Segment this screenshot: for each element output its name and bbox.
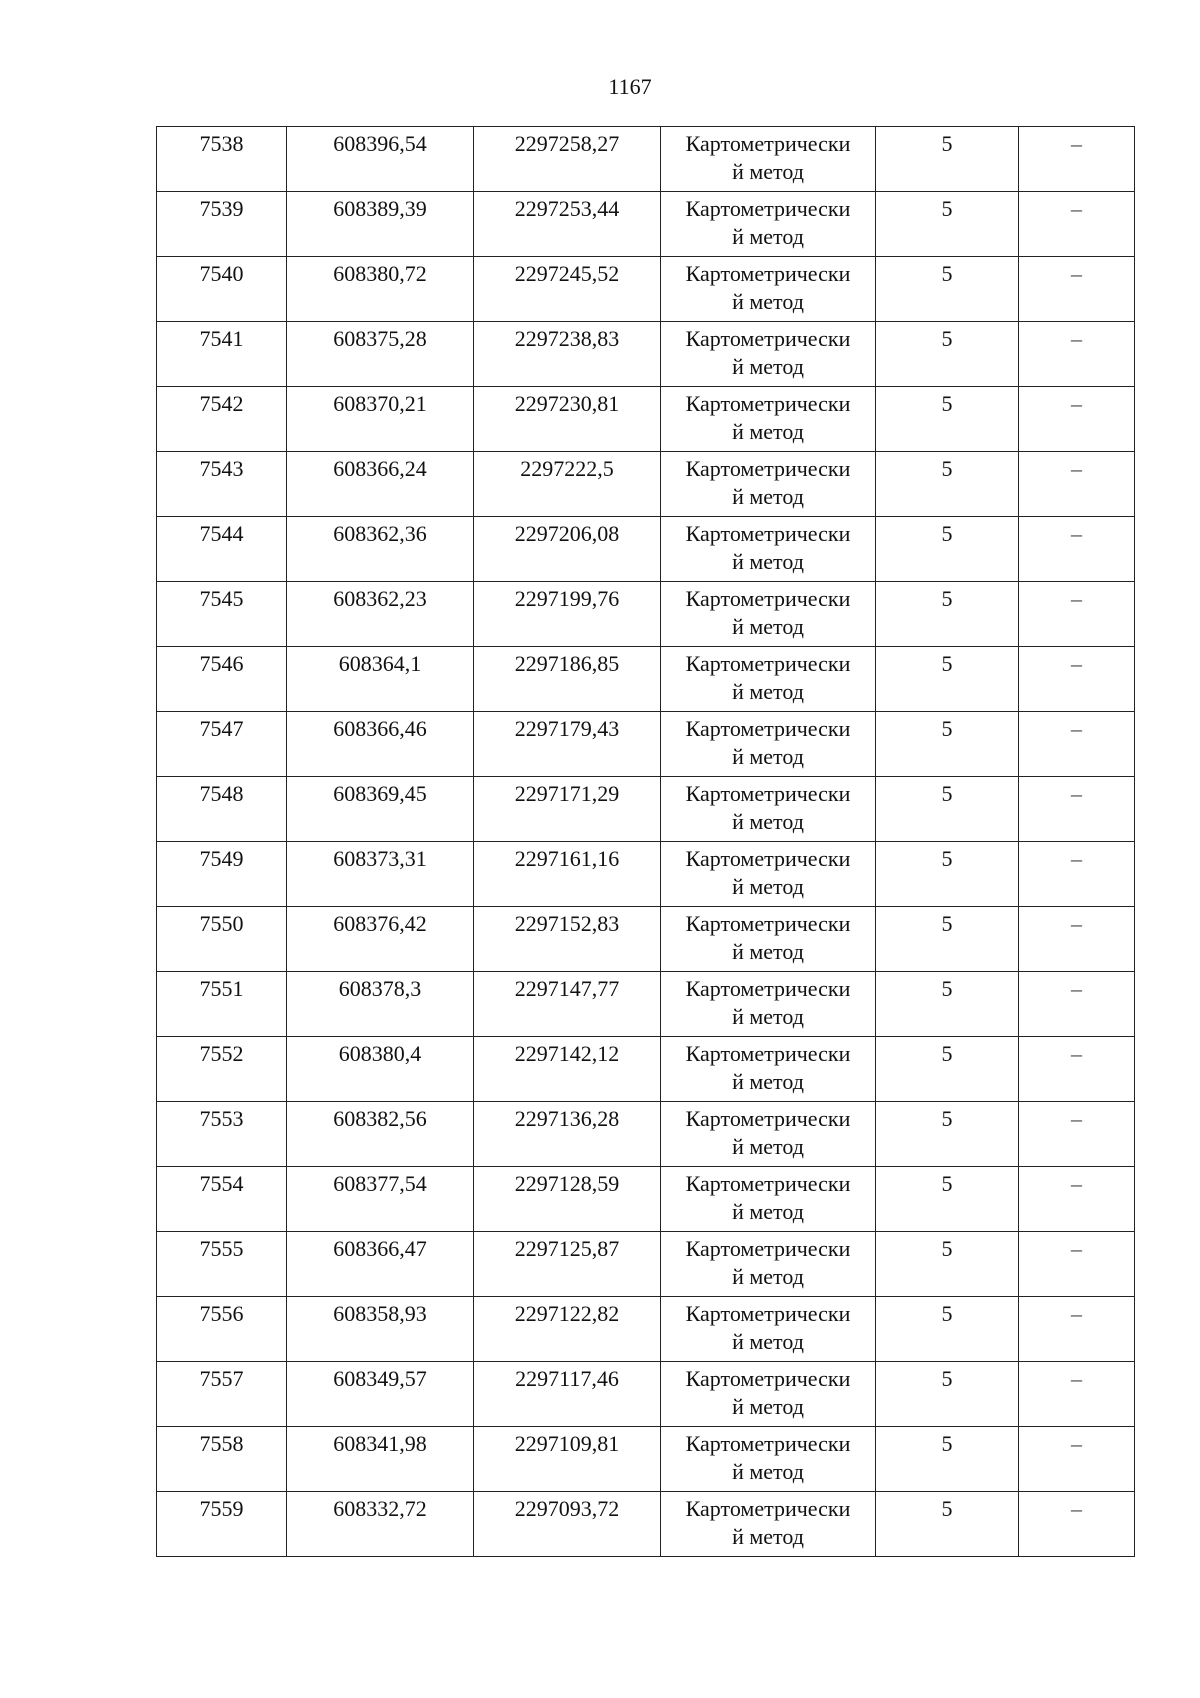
method-cell [661,582,876,647]
table-row [157,517,1135,582]
method-cell [661,452,876,517]
x-coordinate-text: 608362,36 [333,521,427,546]
table-row [157,127,1135,192]
y-coordinate-cell [474,777,661,842]
y-coordinate-cell [474,257,661,322]
note-cell [1019,582,1135,647]
accuracy-cell [876,1167,1019,1232]
table-row [157,322,1135,387]
point-number-cell [157,777,287,842]
point-number-cell [157,322,287,387]
accuracy-cell [876,972,1019,1037]
note-text: – [1071,1431,1082,1456]
note-cell [1019,1232,1135,1297]
point-number-cell [157,257,287,322]
point-number-text: 7554 [199,1171,244,1196]
note-cell [1019,1492,1135,1557]
accuracy-cell [876,1427,1019,1492]
x-coordinate-cell [287,712,474,777]
y-coordinate-text: 2297128,59 [514,1171,620,1196]
point-number-text: 7540 [199,261,244,286]
y-coordinate-cell [474,517,661,582]
y-coordinate-cell [474,127,661,192]
x-coordinate-text: 608378,3 [338,976,422,1001]
accuracy-text: 5 [941,911,953,936]
accuracy-cell [876,777,1019,842]
point-number-cell [157,1492,287,1557]
y-coordinate-text: 2297109,81 [514,1431,620,1456]
point-number-cell [157,387,287,452]
y-coordinate-text: 2297152,83 [514,911,620,936]
point-number-cell [157,1427,287,1492]
point-number-cell [157,842,287,907]
note-text: – [1071,846,1082,871]
x-coordinate-cell [287,192,474,257]
y-coordinate-cell [474,907,661,972]
note-cell [1019,972,1135,1037]
method-cell [661,127,876,192]
point-number-cell [157,647,287,712]
x-coordinate-cell [287,452,474,517]
note-text: – [1071,456,1082,481]
x-coordinate-text: 608366,24 [333,456,427,481]
method-text: Картометрически й метод [685,651,851,704]
point-number-text: 7538 [199,131,244,156]
accuracy-cell [876,1037,1019,1102]
point-number-cell [157,1167,287,1232]
y-coordinate-cell [474,842,661,907]
note-text: – [1071,521,1082,546]
note-text: – [1071,911,1082,936]
note-cell [1019,322,1135,387]
note-text: – [1071,976,1082,1001]
accuracy-cell [876,257,1019,322]
note-cell [1019,1037,1135,1102]
accuracy-text: 5 [941,781,953,806]
note-text: – [1071,1106,1082,1131]
accuracy-cell [876,192,1019,257]
method-cell [661,322,876,387]
note-cell [1019,777,1135,842]
note-cell [1019,842,1135,907]
x-coordinate-text: 608376,42 [333,911,427,936]
point-number-cell [157,192,287,257]
method-text: Картометрически й метод [685,1041,851,1094]
method-text: Картометрически й метод [685,131,851,184]
point-number-cell [157,712,287,777]
table-row [157,1232,1135,1297]
accuracy-text: 5 [941,391,953,416]
y-coordinate-text: 2297222,5 [520,456,614,481]
accuracy-cell [876,127,1019,192]
table-row [157,1102,1135,1167]
accuracy-cell [876,452,1019,517]
accuracy-cell [876,582,1019,647]
point-number-text: 7548 [199,781,244,806]
note-cell [1019,452,1135,517]
y-coordinate-text: 2297186,85 [514,651,620,676]
point-number-cell [157,1362,287,1427]
x-coordinate-text: 608332,72 [333,1496,427,1521]
method-cell [661,1232,876,1297]
x-coordinate-text: 608366,47 [333,1236,427,1261]
accuracy-cell [876,907,1019,972]
note-text: – [1071,326,1082,351]
point-number-cell [157,972,287,1037]
accuracy-text: 5 [941,1496,953,1521]
accuracy-text: 5 [941,1431,953,1456]
point-number-text: 7546 [199,651,244,676]
accuracy-text: 5 [941,1301,953,1326]
accuracy-text: 5 [941,976,953,1001]
accuracy-text: 5 [941,846,953,871]
y-coordinate-cell [474,1297,661,1362]
point-number-text: 7541 [199,326,244,351]
x-coordinate-text: 608341,98 [333,1431,427,1456]
accuracy-text: 5 [941,521,953,546]
method-cell [661,907,876,972]
table-row [157,972,1135,1037]
point-number-cell [157,582,287,647]
coordinates-table [156,126,1135,1557]
method-text: Картометрически й метод [685,521,851,574]
point-number-text: 7558 [199,1431,244,1456]
accuracy-cell [876,517,1019,582]
y-coordinate-cell [474,322,661,387]
note-cell [1019,1427,1135,1492]
table-row [157,907,1135,972]
accuracy-cell [876,647,1019,712]
accuracy-text: 5 [941,261,953,286]
method-cell [661,192,876,257]
y-coordinate-cell [474,192,661,257]
note-text: – [1071,1496,1082,1521]
point-number-text: 7550 [199,911,244,936]
x-coordinate-text: 608380,4 [338,1041,422,1066]
accuracy-cell [876,322,1019,387]
method-text: Картометрически й метод [685,911,851,964]
accuracy-text: 5 [941,1236,953,1261]
note-cell [1019,907,1135,972]
table-row [157,387,1135,452]
x-coordinate-cell [287,387,474,452]
y-coordinate-text: 2297253,44 [514,196,620,221]
note-text: – [1071,1041,1082,1066]
point-number-text: 7557 [199,1366,244,1391]
method-cell [661,517,876,582]
page-number: 1167 [608,74,652,99]
method-cell [661,647,876,712]
table-row [157,257,1135,322]
y-coordinate-text: 2297136,28 [514,1106,620,1131]
method-cell [661,777,876,842]
table-row [157,777,1135,842]
x-coordinate-cell [287,517,474,582]
y-coordinate-text: 2297238,83 [514,326,620,351]
method-text: Картометрически й метод [685,1366,851,1419]
note-text: – [1071,1236,1082,1261]
accuracy-cell [876,1232,1019,1297]
x-coordinate-cell [287,582,474,647]
point-number-cell [157,127,287,192]
accuracy-text: 5 [941,1041,953,1066]
point-number-text: 7542 [199,391,244,416]
table-row [157,1427,1135,1492]
method-text: Картометрически й метод [685,196,851,249]
y-coordinate-text: 2297179,43 [514,716,620,741]
method-text: Картометрически й метод [685,586,851,639]
y-coordinate-cell [474,1232,661,1297]
point-number-cell [157,1232,287,1297]
method-text: Картометрически й метод [685,1236,851,1289]
method-text: Картометрически й метод [685,456,851,509]
method-cell [661,257,876,322]
method-text: Картометрически й метод [685,326,851,379]
y-coordinate-cell [474,387,661,452]
x-coordinate-text: 608349,57 [333,1366,427,1391]
accuracy-text: 5 [941,716,953,741]
note-cell [1019,387,1135,452]
note-text: – [1071,1171,1082,1196]
point-number-text: 7544 [199,521,244,546]
x-coordinate-text: 608362,23 [333,586,427,611]
method-cell [661,1167,876,1232]
x-coordinate-cell [287,322,474,387]
x-coordinate-cell [287,972,474,1037]
accuracy-cell [876,1362,1019,1427]
x-coordinate-cell [287,777,474,842]
x-coordinate-text: 608370,21 [333,391,427,416]
x-coordinate-text: 608396,54 [333,131,427,156]
x-coordinate-cell [287,842,474,907]
y-coordinate-cell [474,1037,661,1102]
table-row [157,192,1135,257]
point-number-text: 7547 [199,716,244,741]
accuracy-text: 5 [941,456,953,481]
point-number-cell [157,907,287,972]
point-number-text: 7549 [199,846,244,871]
y-coordinate-cell [474,647,661,712]
y-coordinate-cell [474,972,661,1037]
x-coordinate-text: 608380,72 [333,261,427,286]
note-cell [1019,1362,1135,1427]
table-row [157,582,1135,647]
note-cell [1019,1102,1135,1167]
y-coordinate-text: 2297245,52 [514,261,620,286]
x-coordinate-cell [287,1102,474,1167]
y-coordinate-text: 2297230,81 [514,391,620,416]
point-number-text: 7551 [199,976,244,1001]
table-row [157,1037,1135,1102]
y-coordinate-text: 2297206,08 [514,521,620,546]
method-text: Картометрически й метод [685,1106,851,1159]
x-coordinate-cell [287,1297,474,1362]
note-text: – [1071,261,1082,286]
method-cell [661,1102,876,1167]
table-row [157,842,1135,907]
table-row [157,1297,1135,1362]
method-text: Картометрически й метод [685,1301,851,1354]
x-coordinate-cell [287,647,474,712]
note-cell [1019,257,1135,322]
note-cell [1019,517,1135,582]
note-text: – [1071,586,1082,611]
point-number-text: 7543 [199,456,244,481]
x-coordinate-text: 608364,1 [338,651,422,676]
method-text: Картометрически й метод [685,1431,851,1484]
point-number-text: 7553 [199,1106,244,1131]
method-text: Картометрически й метод [685,846,851,899]
method-text: Картометрически й метод [685,716,851,769]
point-number-cell [157,517,287,582]
note-cell [1019,192,1135,257]
coordinates-table-body [157,127,1135,1557]
point-number-text: 7545 [199,586,244,611]
y-coordinate-cell [474,1167,661,1232]
point-number-cell [157,452,287,517]
point-number-cell [157,1102,287,1167]
method-cell [661,1427,876,1492]
note-text: – [1071,716,1082,741]
x-coordinate-text: 608369,45 [333,781,427,806]
table-row [157,712,1135,777]
x-coordinate-text: 608373,31 [333,846,427,871]
x-coordinate-text: 608389,39 [333,196,427,221]
method-cell [661,1037,876,1102]
method-cell [661,972,876,1037]
accuracy-cell [876,842,1019,907]
point-number-cell [157,1297,287,1362]
accuracy-text: 5 [941,196,953,221]
x-coordinate-cell [287,1492,474,1557]
y-coordinate-text: 2297122,82 [514,1301,620,1326]
method-text: Картометрически й метод [685,976,851,1029]
point-number-text: 7556 [199,1301,244,1326]
y-coordinate-text: 2297199,76 [514,586,620,611]
y-coordinate-text: 2297147,77 [514,976,620,1001]
y-coordinate-text: 2297171,29 [514,781,620,806]
x-coordinate-cell [287,907,474,972]
note-text: – [1071,1366,1082,1391]
y-coordinate-cell [474,1102,661,1167]
y-coordinate-text: 2297142,12 [514,1041,620,1066]
note-text: – [1071,391,1082,416]
note-text: – [1071,651,1082,676]
point-number-cell [157,1037,287,1102]
y-coordinate-cell [474,452,661,517]
x-coordinate-text: 608366,46 [333,716,427,741]
note-cell [1019,712,1135,777]
x-coordinate-cell [287,1427,474,1492]
accuracy-cell [876,712,1019,777]
accuracy-text: 5 [941,1171,953,1196]
note-text: – [1071,196,1082,221]
accuracy-text: 5 [941,1106,953,1131]
x-coordinate-cell [287,127,474,192]
point-number-text: 7555 [199,1236,244,1261]
x-coordinate-cell [287,1037,474,1102]
note-cell [1019,1297,1135,1362]
note-cell [1019,647,1135,712]
table-row [157,1362,1135,1427]
y-coordinate-cell [474,1427,661,1492]
accuracy-cell [876,1102,1019,1167]
y-coordinate-text: 2297117,46 [515,1366,619,1391]
point-number-text: 7552 [199,1041,244,1066]
note-cell [1019,127,1135,192]
method-cell [661,1362,876,1427]
point-number-text: 7559 [199,1496,244,1521]
y-coordinate-cell [474,1362,661,1427]
y-coordinate-cell [474,582,661,647]
method-text: Картометрически й метод [685,391,851,444]
x-coordinate-text: 608358,93 [333,1301,427,1326]
accuracy-text: 5 [941,1366,953,1391]
method-cell [661,1492,876,1557]
accuracy-cell [876,1297,1019,1362]
method-cell [661,387,876,452]
method-cell [661,1297,876,1362]
note-text: – [1071,131,1082,156]
accuracy-text: 5 [941,326,953,351]
method-cell [661,712,876,777]
accuracy-text: 5 [941,131,953,156]
table-row [157,1492,1135,1557]
y-coordinate-cell [474,712,661,777]
x-coordinate-text: 608377,54 [333,1171,427,1196]
method-cell [661,842,876,907]
accuracy-text: 5 [941,586,953,611]
x-coordinate-cell [287,257,474,322]
x-coordinate-cell [287,1167,474,1232]
accuracy-cell [876,387,1019,452]
note-text: – [1071,781,1082,806]
y-coordinate-text: 2297161,16 [514,846,620,871]
note-cell [1019,1167,1135,1232]
accuracy-cell [876,1492,1019,1557]
point-number-text: 7539 [199,196,244,221]
table-row [157,452,1135,517]
method-text: Картометрически й метод [685,1171,851,1224]
y-coordinate-text: 2297125,87 [514,1236,620,1261]
accuracy-text: 5 [941,651,953,676]
table-row [157,1167,1135,1232]
y-coordinate-text: 2297093,72 [514,1496,620,1521]
note-text: – [1071,1301,1082,1326]
y-coordinate-text: 2297258,27 [514,131,620,156]
y-coordinate-cell [474,1492,661,1557]
method-text: Картометрически й метод [685,781,851,834]
method-text: Картометрически й метод [685,1496,851,1549]
x-coordinate-text: 608375,28 [333,326,427,351]
x-coordinate-cell [287,1362,474,1427]
x-coordinate-text: 608382,56 [333,1106,427,1131]
table-row [157,647,1135,712]
method-text: Картометрически й метод [685,261,851,314]
x-coordinate-cell [287,1232,474,1297]
